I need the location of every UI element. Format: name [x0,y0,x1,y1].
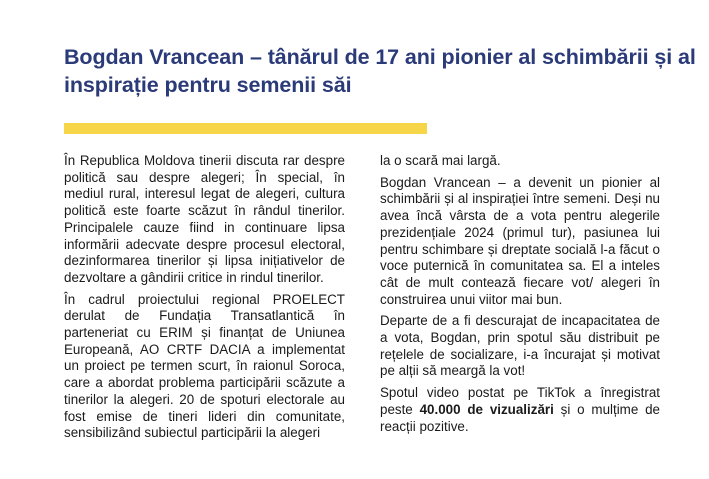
right-column [380,153,660,440]
views-count: 40.000 de vizualizări [419,401,554,417]
paragraph: În cadrul proiectului regional PROELECT derulat de Fundația Transatlantică în parteneriat cu ERIM și finanțat de Uniunea Europeană, AO CRTF DACIA a implementat un proiect pe termen scurt, în raionul Soroca, care a abordat problema participării scăzute a tinerilor la alegeri. 20 de spoturi electorale au fost emise de tineri lideri din comunitate, sensibilizând subiectul participării la alegeri [64,291,345,441]
paragraph-text: Spotul video postat pe TikTok a înregistrat peste [380,385,660,417]
article-title: Bogdan Vrancean – tânărul de 17 ani pionier al schimbării și al inspirație pentru semenii săi [64,45,696,97]
accent-bar [64,123,427,134]
paragraph: Bogdan Vrancean – a devenit un pionier al schimbării și al inspirației între semeni. Deși nu avea încă vârsta de a vota pentru alegerile prezidențiale 2024 (primul tur), pasiunea lui pentru schimbare și dreptate socială l-a făcut o voce puternică în comunitatea sa. El a inteles cât de mult contează fiecare vot/ alegeri în construirea unui viitor mai bun. [380,174,660,307]
paragraph: la o scară mai largă. [380,153,501,168]
paragraph [380,385,660,435]
paragraph: În Republica Moldova tinerii discuta rar despre politică sau despre alegeri; În special, în mediul rural, interesul legat de alegeri, cultura politică este foarte scăzut în rândul tinerilor. Principalele cauze fiind in continuare lipsa informării adecvate despre procesul electoral, dezinformarea tinerilor și lipsa inițiativelor de dezvoltare a gândirii critice in rindul tinerilor. [64,153,345,285]
left-column [64,153,345,447]
paragraph: Departe de a fi descurajat de incapacitatea de a vota, Bogdan, prin spotul său distribuit pe rețelele de socializare, i-a încurajat și motivat pe alții să meargă la vot! [380,313,660,379]
paragraph-text: și o mulțime de reacții pozitive. [380,401,660,434]
